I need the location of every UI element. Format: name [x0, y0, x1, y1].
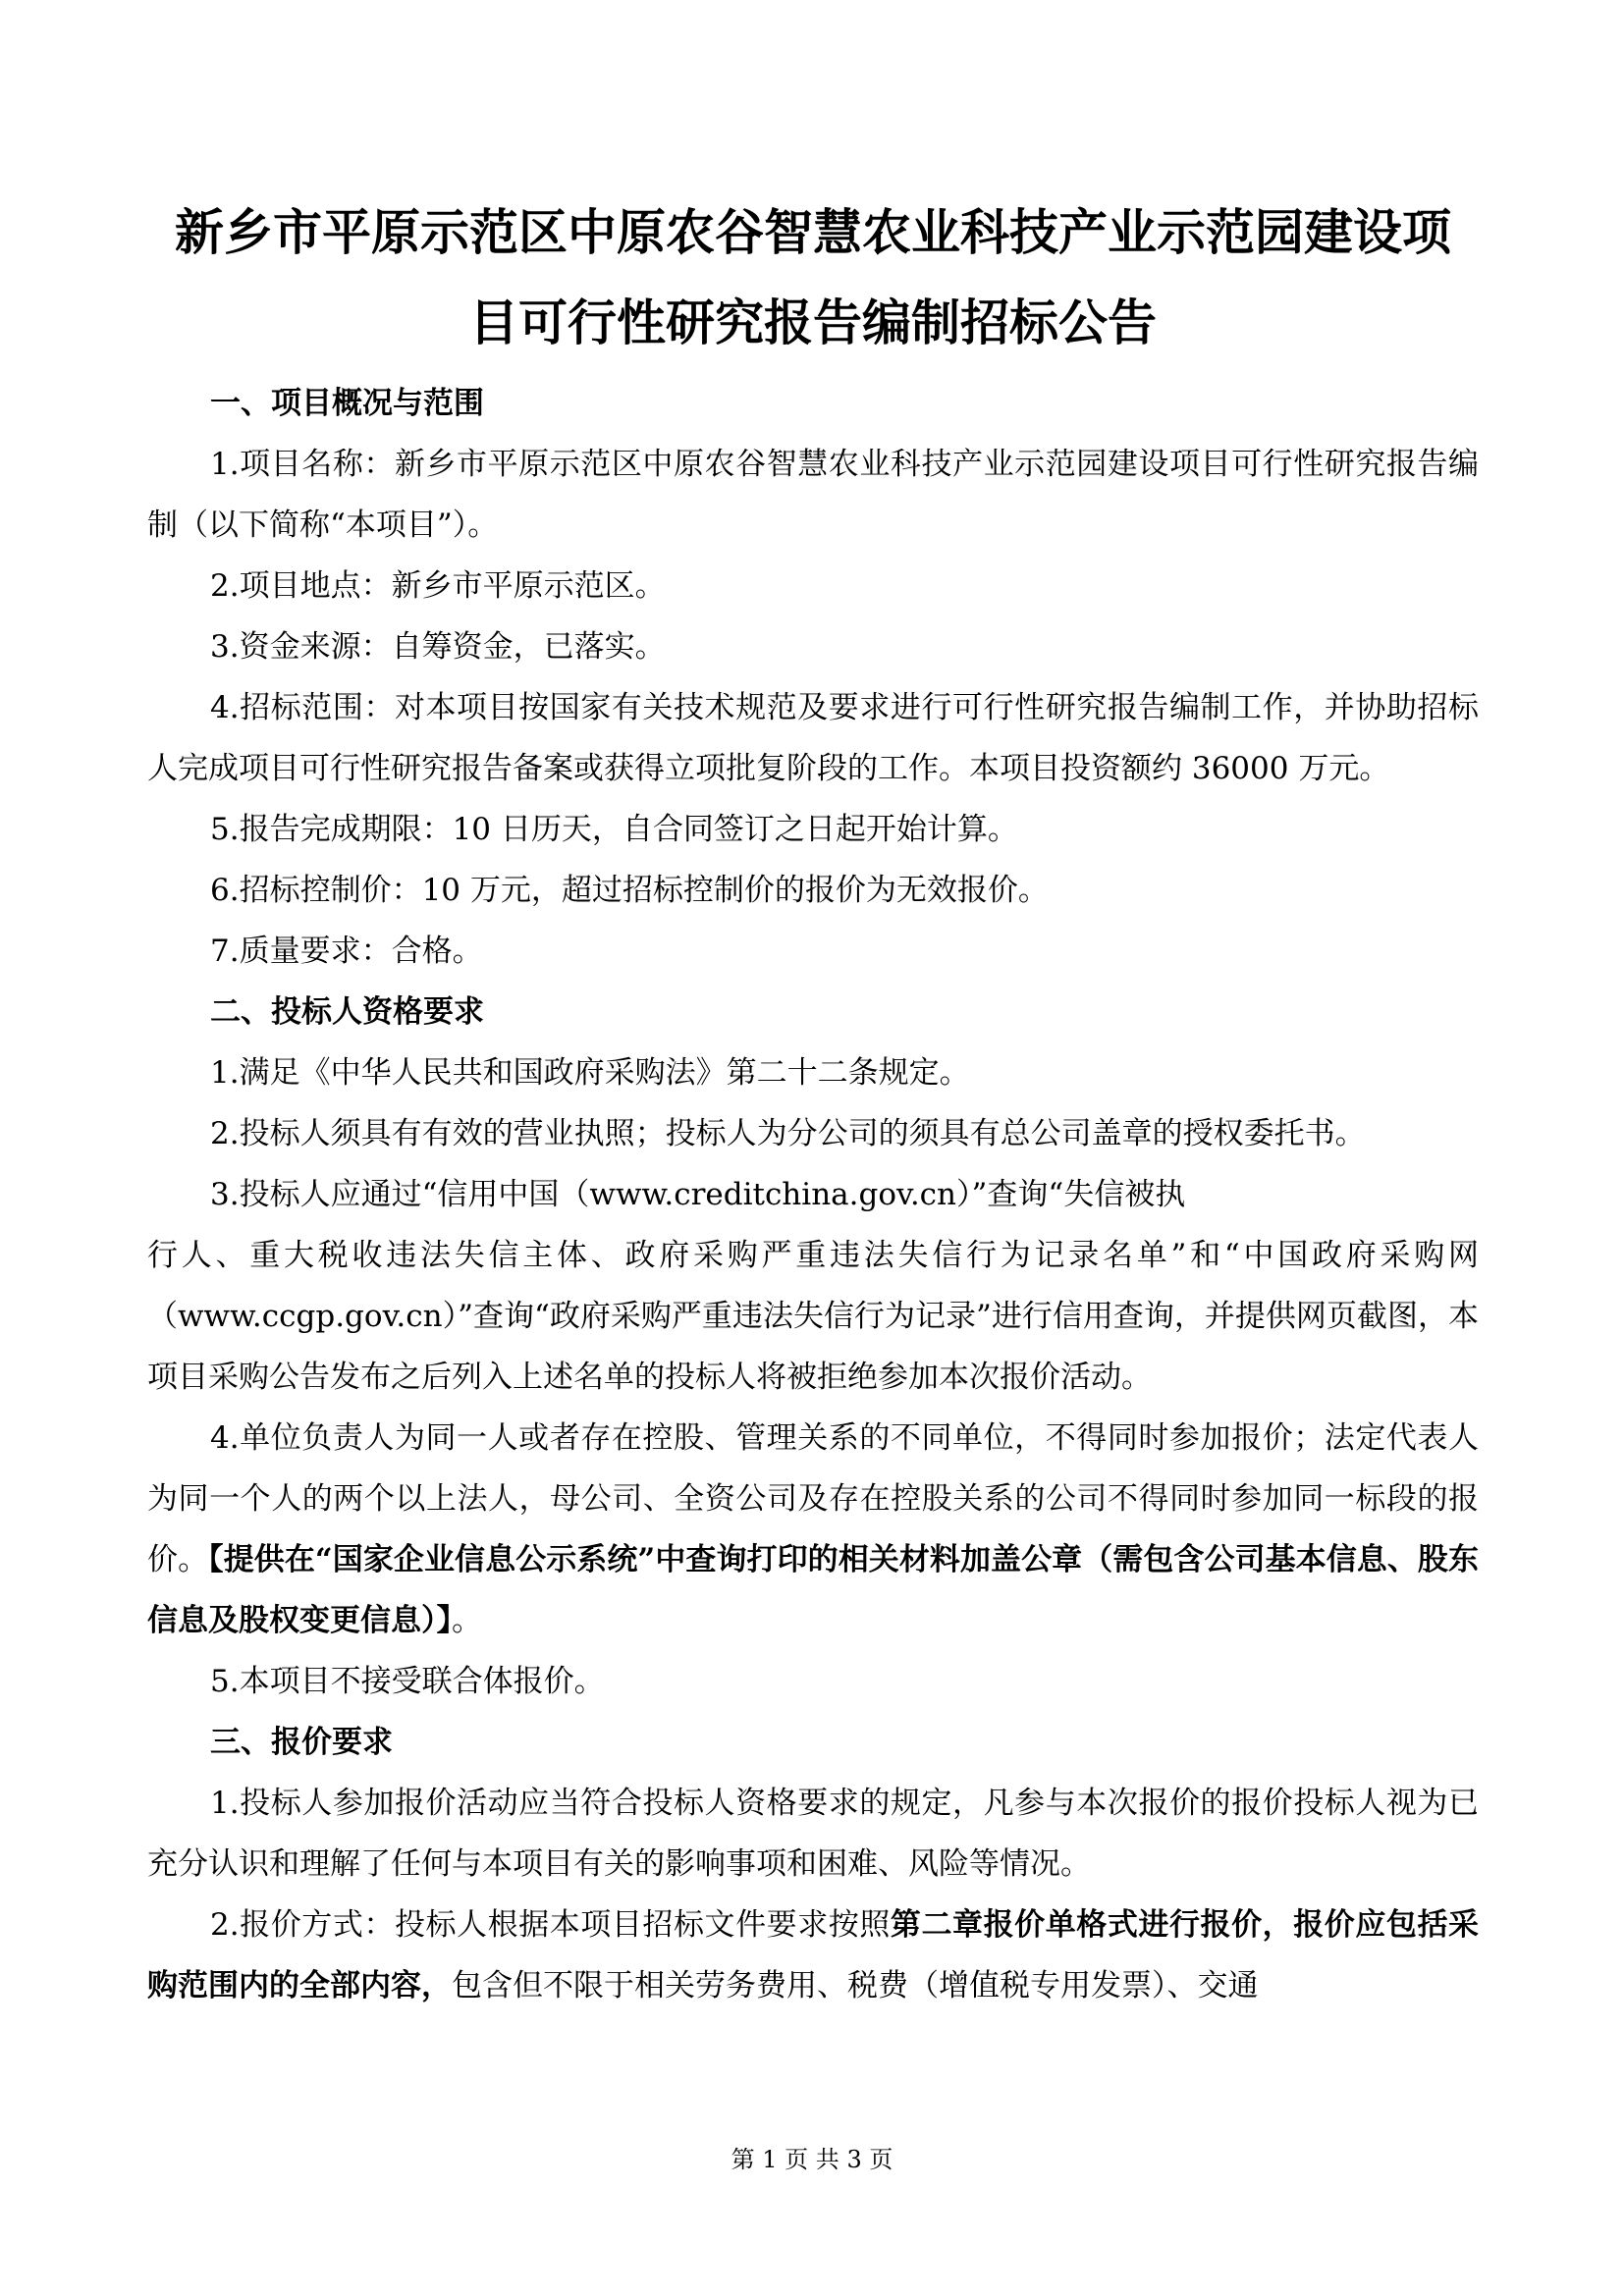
paragraph-2-1: 1.满足《中华人民共和国政府采购法》第二十二条规定。	[210, 1055, 970, 1091]
paragraph-1-4: 4.招标范围：对本项目按国家有关技术规范及要求进行可行性研究报告编制工作，并协助招标人完成项目可行性研究报告备案或获得立项批复阶段的工作。本项目投资额约 36000 万元。	[147, 690, 1479, 786]
page-title-line-1: 新乡市平原示范区中原农谷智慧农业科技产业示范园建设项	[175, 203, 1451, 261]
section-heading-3: 三、报价要求	[210, 1725, 393, 1760]
paragraph-1-1: 1.项目名称：新乡市平原示范区中原农谷智慧农业科技产业示范园建设项目可行性研究报告编制（以下简称“本项目”）。	[147, 447, 1479, 543]
paragraph-2-2: 2.投标人须具有有效的营业执照；投标人为分公司的须具有总公司盖章的授权委托书。	[210, 1116, 1366, 1151]
paragraph-2-4-end: 。	[452, 1603, 482, 1638]
paragraph-1-5: 5.报告完成期限：10 日历天，自合同签订之日起开始计算。	[210, 812, 1018, 847]
paragraph-1-7: 7.质量要求：合格。	[210, 934, 483, 969]
paragraph-1-3: 3.资金来源：自筹资金，已落实。	[210, 629, 666, 665]
paragraph-3-2-prefix: 2.报价方式：投标人根据本项目招标文件要求按照	[210, 1907, 891, 1943]
paragraph-2-4	[147, 1408, 1479, 1651]
document-body	[147, 373, 1479, 2016]
paragraph-2-4-bold-note: 【提供在“国家企业信息公示系统”中查询打印的相关材料加盖公章（需包含公司基本信息、股东信息及股权变更信息）】	[147, 1542, 1479, 1638]
section-heading-2: 二、投标人资格要求	[210, 994, 484, 1030]
paragraph-3-1: 1.投标人参加报价活动应当符合投标人资格要求的规定，凡参与本次报价的报价投标人视为已充分认识和理解了任何与本项目有关的影响事项和困难、风险等情况。	[147, 1786, 1479, 1882]
paragraph-3-2	[147, 1895, 1479, 2016]
paragraph-2-4-text: 4.单位负责人为同一人或者存在控股、管理关系的不同单位，不得同时参加报价；法定代表人为同一个人的两个以上法人，母公司、全资公司及存在控股关系的公司不得同时参加同一标段的报价。	[147, 1420, 1479, 1577]
paragraph-2-5: 5.本项目不接受联合体报价。	[210, 1664, 605, 1699]
paragraph-3-2-bold: 第二章报价单格式进行报价，报价应包括采购范围内的全部内容，	[147, 1907, 1480, 2003]
paragraph-1-6: 6.招标控制价：10 万元，超过招标控制价的报价为无效报价。	[210, 873, 1049, 908]
paragraph-2-3-continued: 行人、重大税收违法失信主体、政府采购严重违法失信行为记录名单”和“中国政府采购网（www.ccgp.gov.cn）”查询“政府采购严重违法失信行为记录”进行信用查询，并提供网页截图，本项目采购公告发布之后列入上述名单的投标人将被拒绝参加本次报价活动。	[147, 1238, 1479, 1395]
paragraph-1-2: 2.项目地点：新乡市平原示范区。	[210, 568, 666, 604]
paragraph-2-3-first-line: 3.投标人应通过“信用中国（www.creditchina.gov.cn）”查询“失信被执	[210, 1177, 1186, 1212]
page-footer: 第 1 页 共 3 页	[731, 2146, 893, 2173]
section-heading-1: 一、项目概况与范围	[210, 386, 484, 421]
paragraph-3-2-suffix: 包含但不限于相关劳务费用、税费（增值税专用发票）、交通	[452, 1968, 1259, 2003]
page-title-line-2: 目可行性研究报告编制招标公告	[469, 294, 1157, 351]
